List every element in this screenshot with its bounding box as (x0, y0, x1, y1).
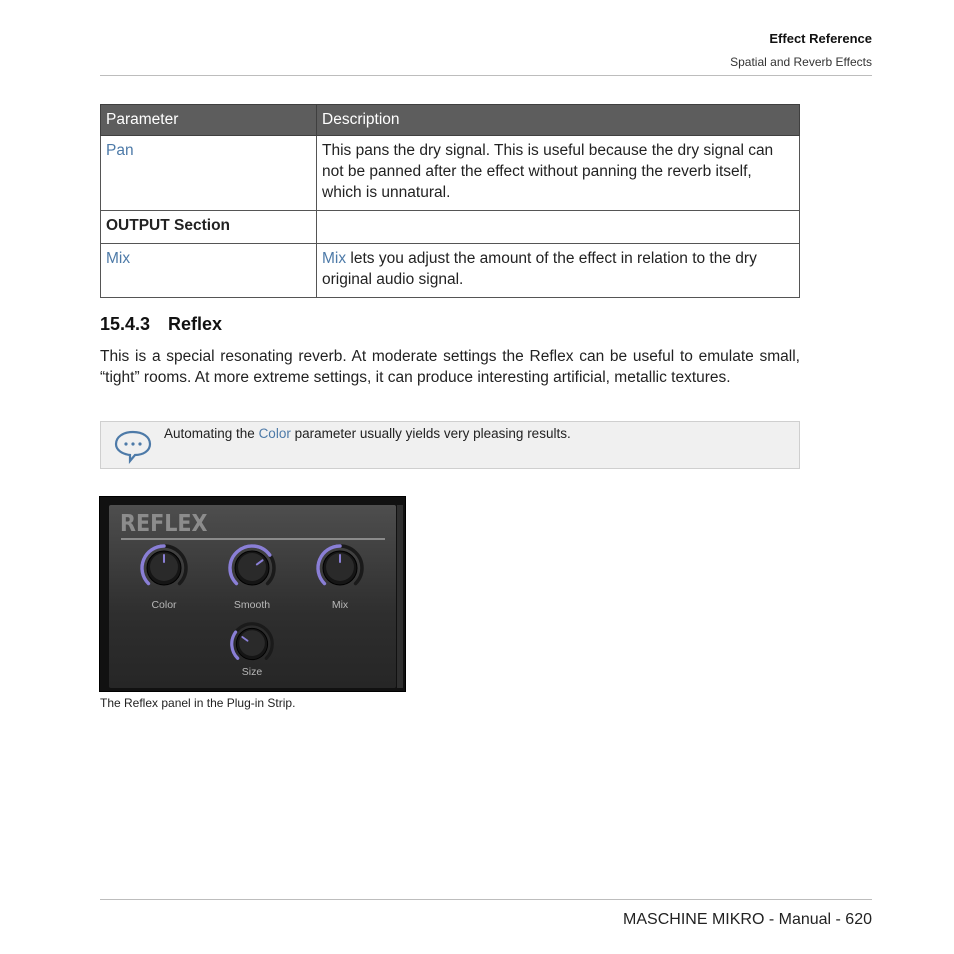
note-suffix: parameter usually yields very pleasing results. (290, 426, 571, 441)
knob-label-color: Color (151, 599, 177, 611)
table-cell-desc: This pans the dry signal. This is useful because the dry signal can not be panned after the effect without panning the reverb itself, which is unnatural. (317, 136, 800, 211)
footer-divider (100, 899, 872, 900)
footer-text: MASCHINE MIKRO - Manual - 620 (623, 911, 872, 928)
note-box (100, 421, 800, 469)
figure-caption: The Reflex panel in the Plug-in Strip. (100, 696, 296, 710)
header-title: Effect Reference (769, 31, 872, 46)
section-number: 15.4.3 (100, 314, 151, 334)
knob-label-smooth: Smooth (233, 599, 271, 611)
section-heading (100, 314, 222, 335)
panel-title: REFLEX (120, 511, 208, 537)
table-cell-section: OUTPUT Section (101, 211, 317, 244)
param-link-pan[interactable]: Pan (106, 142, 134, 159)
note-text (164, 426, 571, 441)
table-row (101, 211, 800, 244)
panel-body (109, 505, 396, 688)
speech-bubble-icon (113, 428, 153, 464)
table-header-row (101, 105, 800, 136)
param-link-mix[interactable]: Mix (106, 250, 131, 267)
panel-divider (121, 538, 385, 540)
table-cell-param (101, 244, 317, 298)
color-knob[interactable] (139, 543, 189, 593)
size-knob[interactable] (229, 621, 275, 667)
table-header-description: Description (317, 105, 800, 136)
table-cell-desc (317, 211, 800, 244)
reflex-panel (99, 496, 406, 692)
table-cell-desc (317, 244, 800, 298)
table-header-parameter: Parameter (101, 105, 317, 136)
note-prefix: Automating the (164, 426, 259, 441)
table-cell-param (101, 136, 317, 211)
table-row (101, 244, 800, 298)
panel-edge (397, 505, 403, 688)
section-title: Reflex (168, 314, 223, 334)
header-subtitle: Spatial and Reverb Effects (730, 55, 872, 69)
section-body: This is a special resonating reverb. At moderate settings the Reflex can be useful to emulate small, “tight” rooms. At more extreme settings, it can produce interesting artificial, metallic textures. (100, 348, 800, 386)
table-row (101, 136, 800, 211)
knob-cap (239, 630, 265, 656)
knob-label-size: Size (241, 666, 263, 678)
parameter-table (100, 104, 800, 298)
mix-knob[interactable] (315, 543, 365, 593)
smooth-knob[interactable] (227, 543, 277, 593)
note-link-color[interactable]: Color (258, 426, 291, 441)
knob-cap (238, 553, 266, 581)
header-divider (100, 75, 872, 76)
knob-label-mix: Mix (331, 599, 349, 611)
desc-text: lets you adjust the amount of the effect in relation to the dry original audio signal. (322, 250, 757, 288)
desc-link-mix[interactable]: Mix (322, 250, 347, 267)
